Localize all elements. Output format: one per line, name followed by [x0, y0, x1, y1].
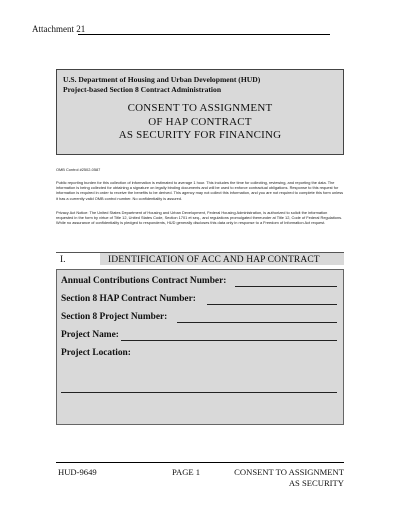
title-box — [56, 69, 344, 155]
title-line-2: OF HAP CONTRACT — [148, 115, 252, 128]
header-rule — [78, 34, 330, 35]
acc-number-label: Annual Contributions Contract Number: — [61, 276, 227, 286]
section-number: I. — [60, 255, 66, 265]
attachment-label: Attachment 21 — [32, 24, 86, 34]
acc-number-field[interactable] — [235, 286, 337, 287]
agency-block — [63, 75, 260, 94]
project-location-label: Project Location: — [61, 348, 131, 358]
program-name: Project-based Section 8 Contract Administration — [63, 84, 222, 94]
title-line-3: AS SECURITY FOR FINANCING — [118, 129, 282, 141]
footer-rule — [56, 462, 344, 463]
hap-number-field[interactable] — [207, 304, 337, 305]
project-number-field[interactable] — [177, 322, 337, 323]
identification-form — [56, 269, 344, 425]
section-title: IDENTIFICATION OF ACC AND HAP CONTRACT — [108, 255, 320, 265]
footer-title — [232, 467, 344, 488]
hap-number-label: Section 8 HAP Contract Number: — [61, 294, 196, 304]
form-number: HUD-9649 — [58, 467, 97, 477]
project-name-field[interactable] — [121, 340, 337, 341]
page-number: PAGE 1 — [172, 467, 201, 477]
privacy-act-notice: Privacy Act Notice: The United States Department of Housing and Urban Development, Federal Housing Administration, is authorized to solicit the information requested in the form by virtue of Title 12, United States Code, Section 1701 et seq., and regulations promulgated thereunder at Title 12, Code of Federal Regulations. While no assurance of confidentiality is pledged to respondents, HUD generally discloses this data only in response to a Freedom of Information Act request. — [56, 210, 343, 226]
project-location-field[interactable] — [61, 392, 337, 393]
omb-control-number: OMB Control #2502-0587 — [56, 167, 101, 172]
burden-statement: Public reporting burden for this collection of information is estimated to average 1 hour. This includes the time for collecting, reviewing, and reporting the data. The information is being collected for obtaining a signature on legally binding documents and will be used to enforce contractual obligations. Response to this request for information is required in order to receive the benefits to be derived. This agency may not collect this information, and you are not required to complete this form unless it has a currently valid OMB control number. No confidentiality is assured. — [56, 180, 344, 201]
footer-title-line-2: AS SECURITY — [288, 477, 344, 488]
title-line-1: CONSENT TO ASSIGNMENT — [127, 102, 273, 114]
agency-name: U.S. Department of Housing and Urban Development (HUD) — [63, 75, 261, 84]
footer-title-line-1: CONSENT TO ASSIGNMENT — [234, 467, 344, 477]
project-number-label: Section 8 Project Number: — [61, 312, 168, 322]
document-title — [57, 102, 343, 143]
project-name-label: Project Name: — [61, 330, 119, 340]
